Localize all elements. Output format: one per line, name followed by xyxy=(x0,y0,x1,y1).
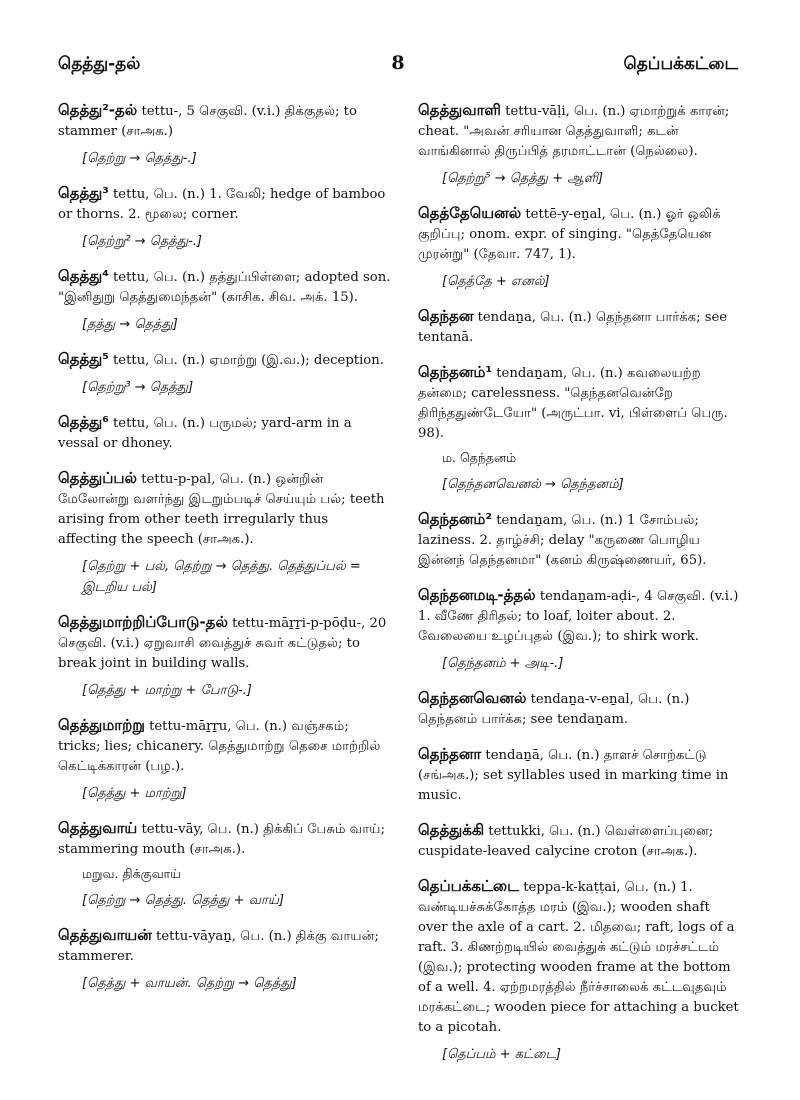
right-column xyxy=(418,100,743,1079)
entry-body: tettu-vāḷi, பெ. (n.) ஏமாற்றுக் காரன்; cheat. "அவன் சரியான தெத்துவாளி; கடன் வாங்கினால் திருப்பித் தரமாட்டான் (நெல்லை). xyxy=(418,104,730,159)
headword: தெத்தேயெனல் xyxy=(418,204,522,222)
entry xyxy=(58,715,391,804)
variant-note: மறுவ. திக்குவாய் xyxy=(82,866,181,881)
entry xyxy=(58,266,391,335)
entry xyxy=(418,362,743,495)
entry-body: tettē-y-eṉal, பெ. (n.) ஓர் ஒலிக் குறிப்பு; onom. expr. of singing. "தெத்தேயென முரன்று" (தேவா. 747, 1). xyxy=(418,207,721,262)
headword: தெந்தனம்¹ xyxy=(418,363,493,381)
entry xyxy=(58,468,391,598)
headword: தெத்துப்பல் xyxy=(58,469,137,487)
headword: தெந்தனம்² xyxy=(418,510,493,528)
entry-body: tettu-māṟṟu, பெ. (n.) வஞ்சகம்; tricks; lies; chicanery. தெத்துமாற்று தெசை மாற்றில் கெட்டிக்காரன் (பழ.). xyxy=(58,719,381,774)
entry-body: tettu, பெ. (n.) 1. வேலி; hedge of bamboo or thorns. 2. மூலை; corner. xyxy=(58,187,386,222)
entry-body: tendaṉa, பெ. (n.) தெந்தனா பார்க்க; see tentanā. xyxy=(418,310,728,345)
etymology: [தெத்து + வாயன். தெற்று → தெத்து] xyxy=(82,976,297,991)
entry-body: tettu, பெ. (n.) தத்துப்பிள்ளை; adopted son. "இனிதுறு தெத்துமைந்தன்" (காசிக. சிவ. அக். 15). xyxy=(58,270,391,305)
entry xyxy=(58,183,391,252)
left-column xyxy=(58,100,391,1008)
headword: தெந்தனவெனல் xyxy=(418,689,527,707)
entry-body: tettu-māṟṟi-p-pōḍu-, 20 செகுவி. (v.i.) ஏறுவாசி வைத்துச் சுவர் கட்டுதல்; to break joint in building walls. xyxy=(58,616,387,671)
entry-body: tendaṉam-aḍi-, 4 செகுவி. (v.i.) 1. வீணே திரிதல்; to loaf, loiter about. 2. வேலையை உழப்புதல் (இவ.); to shirk work. xyxy=(418,589,739,644)
entry-body: tettukki, பெ. (n.) வெள்ளைப்புனை; cuspidate-leaved calycine croton (சாஅக.). xyxy=(418,824,714,859)
headword: தெப்பக்கட்டை xyxy=(418,877,520,895)
entry xyxy=(58,925,391,994)
entry xyxy=(418,509,743,571)
page-number: 8 xyxy=(391,52,405,74)
etymology: [தெற்று + பல், தெற்று → தெத்து. தெத்துப்பல் = இடறிய பல்] xyxy=(82,559,361,595)
entry xyxy=(418,203,743,292)
header-right-guideword: தெப்பக்கட்டை xyxy=(623,54,738,74)
page-header xyxy=(58,54,738,82)
header-left-guideword: தெத்து-தல் xyxy=(58,54,141,74)
entry-body: tendaṉam, பெ. (n.) 1 சோம்பல்; laziness. 2. தாழ்ச்சி; delay "கருணை பொழிய இன்னந் தெந்தனமா" (கனம் கிருஷ்ணையர், 65). xyxy=(418,513,707,568)
entry xyxy=(418,688,743,730)
headword: தெத்து⁵ xyxy=(58,350,109,368)
entry-body: tettu-, 5 செகுவி. (v.i.) திக்குதல்; to stammer (சாஅக.) xyxy=(58,104,357,139)
variant-note: ம. தெந்தனம் xyxy=(442,450,517,465)
entry-body: tendaṉa-v-eṉal, பெ. (n.) தெந்தனம் பார்க்க; see tendaṉam. xyxy=(418,692,690,727)
entry xyxy=(418,100,743,189)
entry-body: tendaṉā, பெ. (n.) தாளச் சொற்கட்டு (சங்அக.); set syllables used in marking time in music. xyxy=(418,748,729,803)
etymology: [தெத்து + மாற்று + போடு-.] xyxy=(82,683,252,698)
headword: தெந்தனா xyxy=(418,745,482,763)
etymology: [தெற்று² → தெத்து-.] xyxy=(82,234,202,249)
entry xyxy=(418,585,743,674)
etymology: [தெற்று⁵ → தெத்து + ஆளி] xyxy=(442,171,604,186)
entry-body: tettu-vāyaṉ, பெ. (n.) திக்கு வாயன்; stammerer. xyxy=(58,929,379,964)
headword: தெத்துவாளி xyxy=(418,101,501,119)
entry-body: tettu-p-pal, பெ. (n.) ஒன்றின் மேலோன்று வளர்ந்து இடறும்படிச் செய்யும் பல்; teeth arising from other teeth irregularly thus affecting the speech (சாஅக.). xyxy=(58,472,385,547)
entry xyxy=(58,818,391,911)
headword: தெத்து⁶ xyxy=(58,413,109,431)
headword: தெத்து³ xyxy=(58,184,109,202)
etymology: [தெற்று³ → தெத்து] xyxy=(82,380,194,395)
entry xyxy=(58,349,391,398)
entry-body: tendaṉam, பெ. (n.) கவலையற்ற தன்மை; carelessness. "தெந்தனவென்றே திரிந்ததுண்டேயோ" (அருட்பா. vi, பிள்ளைப் பெரு. 98). xyxy=(418,366,728,441)
entry xyxy=(418,876,743,1065)
entry xyxy=(418,744,743,806)
headword: தெத்துமாற்று xyxy=(58,716,145,734)
entry xyxy=(58,612,391,701)
entry-body: teppa-k-kaṭṭai, பெ. (n.) 1. வண்டியச்சுக்கோத்த மரம் (இவ.); wooden shaft over the axle of a cart. 2. மிதவை; raft, logs of a raft. 3. கிணற்றடியில் வைத்துக் கட்டும் மரச்சட்டம் (இவ.); protecting wooden frame at the bottom of a well. 4. ஏற்றமரத்தில் நீர்ச்சாலைக் கட்டவுதவும் மரக்கட்டை; wooden piece for attaching a bucket to a picotah. xyxy=(418,880,739,1035)
headword: தெந்தன xyxy=(418,307,474,325)
entry xyxy=(58,100,391,169)
headword: தெத்து²-தல் xyxy=(58,101,138,119)
headword: தெத்து⁴ xyxy=(58,267,109,285)
headword: தெத்துவாய் xyxy=(58,819,138,837)
etymology: [தெந்தனம் + அடி-.] xyxy=(442,656,564,671)
etymology: [தத்து → தெத்து] xyxy=(82,317,178,332)
entry xyxy=(418,820,743,862)
entry-body: tettu-vāy, பெ. (n.) திக்கிப் பேசும் வாய்; stammering mouth (சாஅக.). xyxy=(58,822,386,857)
entry-body: tettu, பெ. (n.) பருமல்; yard-arm in a vessal or dhoney. xyxy=(58,416,352,451)
etymology: [தெத்தே + எனல்] xyxy=(442,274,550,289)
etymology: [தெந்தனவெனல் → தெந்தனம்] xyxy=(442,477,624,492)
etymology: [தெப்பம் + கட்டை] xyxy=(442,1047,562,1062)
headword: தெத்துவாயன் xyxy=(58,926,152,944)
etymology: [தெற்று → தெத்து. தெத்து + வாய்] xyxy=(82,893,285,908)
etymology: [தெத்து + மாற்று] xyxy=(82,786,187,801)
entry-body: tettu, பெ. (n.) ஏமாற்று (இ.வ.); deception. xyxy=(108,353,384,368)
entry xyxy=(58,412,391,454)
headword: தெத்துமாற்றிப்போடு-தல் xyxy=(58,613,228,631)
etymology: [தெற்று → தெத்து-.] xyxy=(82,151,197,166)
headword: தெத்துக்கி xyxy=(418,821,485,839)
entry xyxy=(418,306,743,348)
headword: தெந்தனமடி-த்தல் xyxy=(418,586,536,604)
